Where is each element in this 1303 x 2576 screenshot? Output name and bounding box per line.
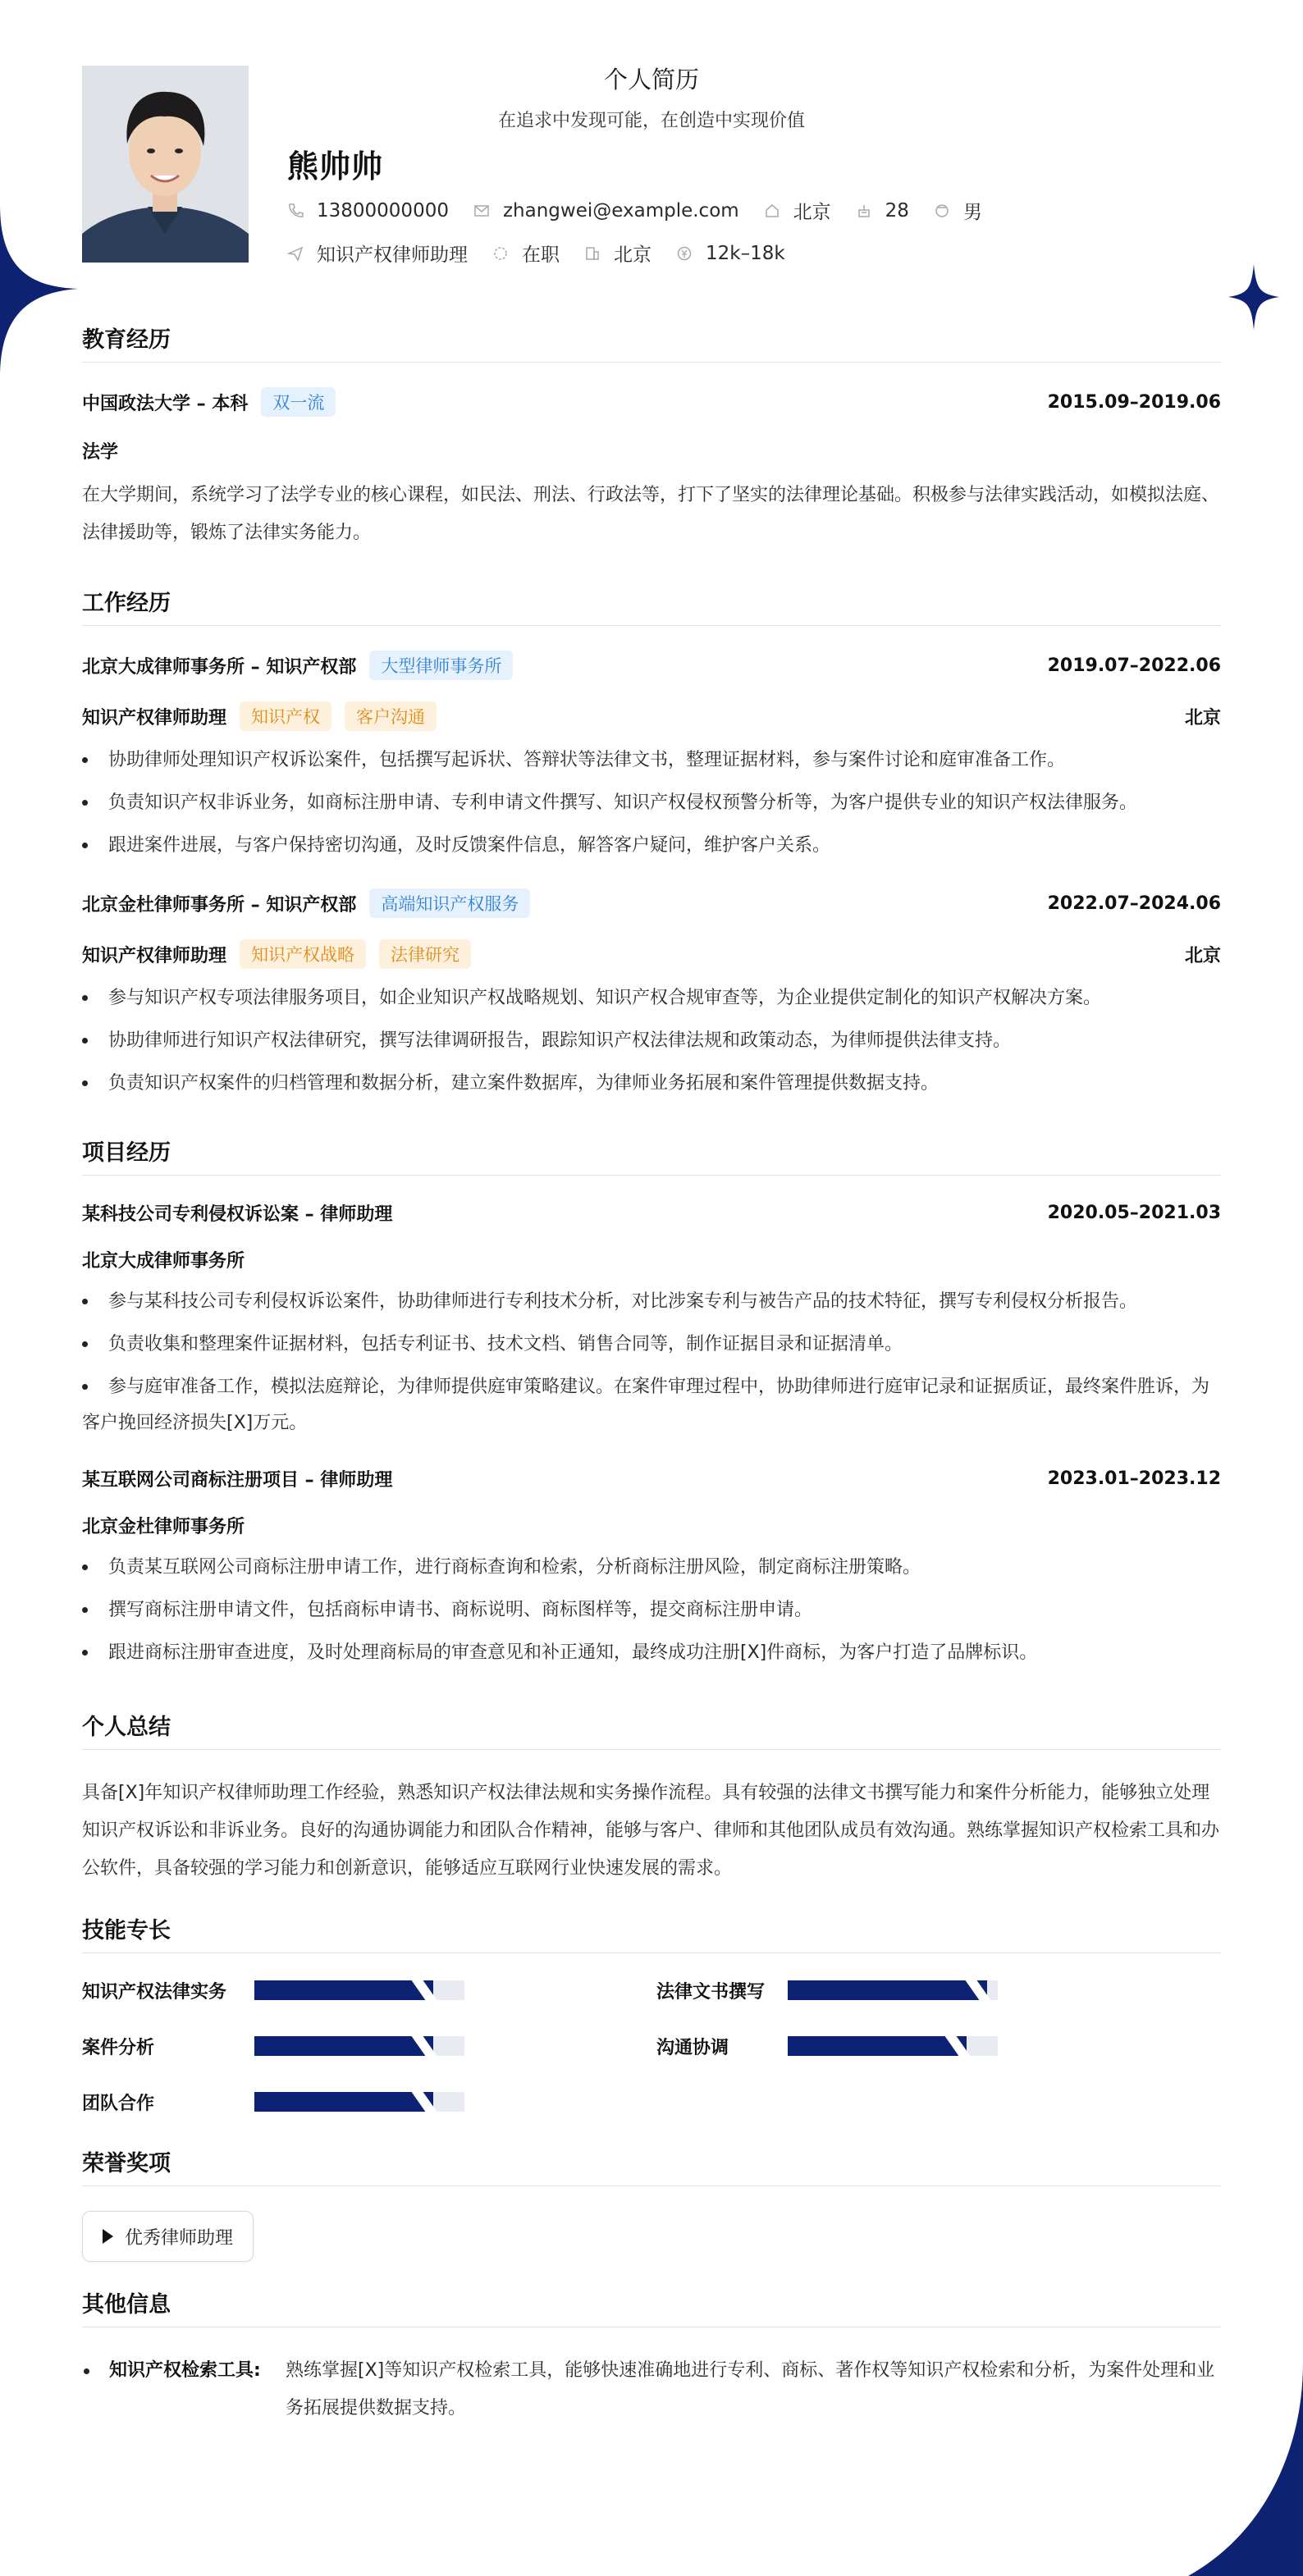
role-title: 知识产权律师助理 (82, 707, 227, 728)
age-item (856, 200, 909, 222)
email-item (473, 200, 739, 222)
work-bullets (82, 742, 1221, 864)
role-line (82, 939, 1221, 969)
email-text: zhangwei@example.com (502, 199, 739, 222)
bullet-item (82, 1327, 1221, 1363)
project-header (82, 1466, 1221, 1491)
status-icon (492, 245, 509, 262)
skill-item (82, 2090, 656, 2114)
work-entry-header (82, 888, 1221, 918)
bullet-dot (84, 2368, 89, 2374)
salary-text: 12k–18k (706, 242, 785, 264)
projects-section (82, 1135, 1221, 1671)
work-section (82, 585, 1221, 1102)
bullet-text: 跟进商标注册审查进度，及时处理商标局的审查意见和补正通知，最终成功注册[X]件商标，为客户打造了品牌标识。 (108, 1642, 1038, 1663)
project-bullets (82, 1550, 1221, 1671)
bullet-item (82, 828, 1221, 864)
company-name: 北京金杜律师事务所 – 知识产权部 (82, 894, 357, 916)
skill-item (82, 2034, 656, 2058)
section-title: 技能专长 (82, 1912, 1221, 1953)
location-text: 北京 (793, 202, 831, 223)
section-title: 个人总结 (82, 1709, 1221, 1750)
bullet-text: 负责知识产权非诉业务，如商标注册申请、专利申请文件撰写、知识产权侵权预警分析等，为客户提供专业的知识产权法律服务。 (108, 792, 1138, 813)
status-text: 在职 (522, 244, 560, 266)
work-location: 北京 (1184, 945, 1221, 966)
summary-section (82, 1709, 1221, 1888)
company-tag: 高端知识产权服务 (369, 888, 530, 918)
project-date: 2020.05–2021.03 (1047, 1203, 1221, 1223)
skill-bar (788, 2036, 998, 2056)
skills-grid (82, 1978, 1221, 2114)
bullet-text: 参与某科技公司专利侵权诉讼案件，协助律师进行专利技术分析，对比涉案专利与被告产品的技术特征，撰写专利侵权分析报告。 (108, 1291, 1138, 1312)
summary-text: 具备[X]年知识产权律师助理工作经验，熟悉知识产权法律法规和实务操作流程。具有较强的法律文书撰写能力和案件分析能力，能够独立处理知识产权诉讼和非诉业务。良好的沟通协调能力和团队合作精神，能够与客户、律师和其他团队成员有效沟通。熟练掌握知识产权检索工具和办公软件，具备较强的学习能力和创新意识，能够适应互联网行业快速发展的需求。 (82, 1783, 1220, 1879)
resume-page (82, 66, 1221, 2428)
bullet-text: 负责收集和整理案件证据材料，包括专利证书、技术文档、销售合同等，制作证据目录和证据清单。 (108, 1334, 903, 1354)
city-item (584, 240, 652, 267)
section-title: 项目经历 (82, 1135, 1221, 1176)
gender-text: 男 (962, 202, 982, 223)
project-date: 2023.01–2023.12 (1047, 1468, 1221, 1489)
education-description: 在大学期间，系统学习了法学专业的核心课程，如民法、刑法、行政法等，打下了坚实的法律理论基础。积极参与法律实践活动，如模拟法庭、法律援助等，锻炼了法律实务能力。 (82, 485, 1220, 543)
skill-name: 知识产权法律实务 (82, 1981, 227, 2003)
project-list (82, 1200, 1221, 1671)
skill-tag: 法律研究 (379, 939, 471, 969)
skill-name: 团队合作 (82, 2093, 155, 2114)
skills-section (82, 1912, 1221, 2114)
bullet-item (82, 1592, 1221, 1628)
bullet-item (82, 1635, 1221, 1671)
other-section (82, 2286, 1221, 2428)
skill-bar-fill (254, 1980, 433, 2000)
skill-tag: 客户沟通 (345, 701, 437, 731)
gender-item (934, 197, 982, 224)
job-intent-row (287, 240, 810, 267)
bullet-item (82, 1066, 1221, 1102)
skill-bar-fill (254, 2036, 433, 2056)
location-item (764, 197, 831, 224)
gender-icon (934, 203, 950, 219)
skill-bar (254, 2036, 464, 2056)
section-title: 教育经历 (82, 322, 1221, 363)
company-line (82, 888, 530, 918)
job-target-text: 知识产权律师助理 (317, 244, 468, 266)
section-title: 工作经历 (82, 585, 1221, 626)
building-icon (584, 245, 601, 262)
major: 法学 (82, 442, 119, 463)
skill-bar-fill (254, 2092, 433, 2112)
work-entry (82, 651, 1221, 864)
company-line (82, 651, 513, 680)
role-info (82, 939, 471, 969)
role-line (82, 701, 1221, 731)
bullet-text: 参与庭审准备工作，模拟法庭辩论，为律师提供庭审策略建议。在案件审理过程中，协助律师进行庭审记录和证据质证，最终案件胜诉，为客户挽回经济损失[X]万元。 (82, 1377, 1210, 1433)
send-icon (287, 245, 304, 262)
skill-bar-fill (788, 2036, 967, 2056)
skill-bar (254, 1980, 464, 2000)
award-label: 优秀律师助理 (125, 2227, 234, 2249)
age-text: 28 (885, 199, 909, 222)
city-text: 北京 (614, 244, 652, 266)
section-title: 其他信息 (82, 2286, 1221, 2327)
skill-bar (788, 1980, 998, 2000)
skill-item (656, 1978, 1221, 2003)
education-header (82, 387, 1221, 417)
phone-text: 13800000000 (317, 199, 449, 222)
awards-section (82, 2145, 1221, 2262)
work-list (82, 651, 1221, 1102)
phone-icon (287, 203, 304, 219)
other-value: 熟练掌握[X]等知识产权检索工具，能够快速准确地进行专利、商标、著作权等知识产权检索和分析，为案件处理和业务拓展提供数据支持。 (286, 2360, 1215, 2418)
home-icon (764, 203, 780, 219)
bullet-item (82, 980, 1221, 1016)
bullet-item (82, 785, 1221, 821)
mail-icon (473, 203, 490, 219)
bullet-text: 跟进案件进展，与客户保持密切沟通，及时反馈案件信息，解答客户疑问，维护客户关系。 (108, 835, 831, 856)
bullet-item (82, 1369, 1221, 1441)
role-title: 知识产权律师助理 (82, 945, 227, 966)
award-item[interactable] (82, 2211, 254, 2262)
skill-bar (254, 2092, 464, 2112)
skill-name: 案件分析 (82, 2037, 155, 2058)
education-section (82, 322, 1221, 552)
other-item (82, 2352, 1221, 2428)
school-tag: 双一流 (261, 387, 336, 417)
project-name: 某互联网公司商标注册项目 – 律师助理 (82, 1470, 393, 1491)
bullet-text: 负责知识产权案件的归档管理和数据分析，建立案件数据库，为律师业务拓展和案件管理提供数据支持。 (108, 1073, 940, 1094)
skill-bar-fill (788, 1980, 987, 2000)
bullet-text: 撰写商标注册申请文件，包括商标申请书、商标说明、商标图样等，提交商标注册申请。 (108, 1600, 813, 1620)
bullet-item (82, 1284, 1221, 1320)
work-date: 2019.07–2022.06 (1047, 655, 1221, 676)
bullet-item (82, 1550, 1221, 1586)
work-entry (82, 888, 1221, 1102)
skill-name: 沟通协调 (656, 2037, 729, 2058)
salary-item (676, 243, 785, 264)
job-target-item (287, 240, 468, 267)
section-title: 荣誉奖项 (82, 2145, 1221, 2186)
project-name: 某科技公司专利侵权诉讼案 – 律师助理 (82, 1204, 393, 1225)
school-line (82, 387, 336, 417)
skill-tag: 知识产权 (240, 701, 331, 731)
bullet-item (82, 1023, 1221, 1059)
money-icon (676, 245, 693, 262)
company-name: 北京大成律师事务所 – 知识产权部 (82, 656, 357, 678)
project-bullets (82, 1284, 1221, 1441)
resume-header (82, 66, 1221, 266)
company-tag: 大型律师事务所 (369, 651, 513, 680)
bullet-text: 参与知识产权专项法律服务项目，如企业知识产权战略规划、知识产权合规审查等，为企业提供定制化的知识产权解决方案。 (108, 988, 1102, 1008)
school-name: 中国政法大学 – 本科 (82, 393, 249, 414)
bullet-text: 负责某互联网公司商标注册申请工作，进行商标查询和检索，分析商标注册风险，制定商标注册策略。 (108, 1557, 921, 1578)
skill-name: 法律文书撰写 (656, 1981, 766, 2003)
project-org: 北京金杜律师事务所 (82, 1517, 245, 1537)
status-item (492, 240, 560, 267)
work-bullets (82, 980, 1221, 1102)
skill-item (656, 2034, 1221, 2058)
document-title: 个人简历 (603, 66, 699, 94)
age-icon (856, 203, 872, 219)
contact-row (287, 197, 1007, 224)
play-icon (103, 2229, 113, 2244)
sparkle-icon (1228, 264, 1279, 330)
project-entry (82, 1200, 1221, 1441)
candidate-name: 熊帅帅 (287, 148, 384, 185)
project-header (82, 1200, 1221, 1226)
skill-tag: 知识产权战略 (240, 939, 366, 969)
bullet-text: 协助律师进行知识产权法律研究，撰写法律调研报告，跟踪知识产权法律法规和政策动态，为律师提供法律支持。 (108, 1030, 1012, 1051)
profile-photo (82, 66, 249, 263)
bullet-item (82, 742, 1221, 779)
work-location: 北京 (1184, 707, 1221, 728)
work-entry-header (82, 651, 1221, 680)
skill-item (82, 1978, 656, 2003)
project-org: 北京大成律师事务所 (82, 1251, 245, 1272)
work-date: 2022.07–2024.06 (1047, 893, 1221, 914)
project-entry (82, 1466, 1221, 1671)
role-info (82, 701, 437, 731)
other-label: 知识产权检索工具: (109, 2360, 261, 2381)
phone-item (287, 200, 449, 222)
tagline: 在追求中发现可能，在创造中实现价值 (497, 111, 805, 131)
bullet-text: 协助律师处理知识产权诉讼案件，包括撰写起诉状、答辩状等法律文书，整理证据材料，参与案件讨论和庭审准备工作。 (108, 750, 1066, 770)
education-date: 2015.09–2019.06 (1047, 391, 1221, 413)
